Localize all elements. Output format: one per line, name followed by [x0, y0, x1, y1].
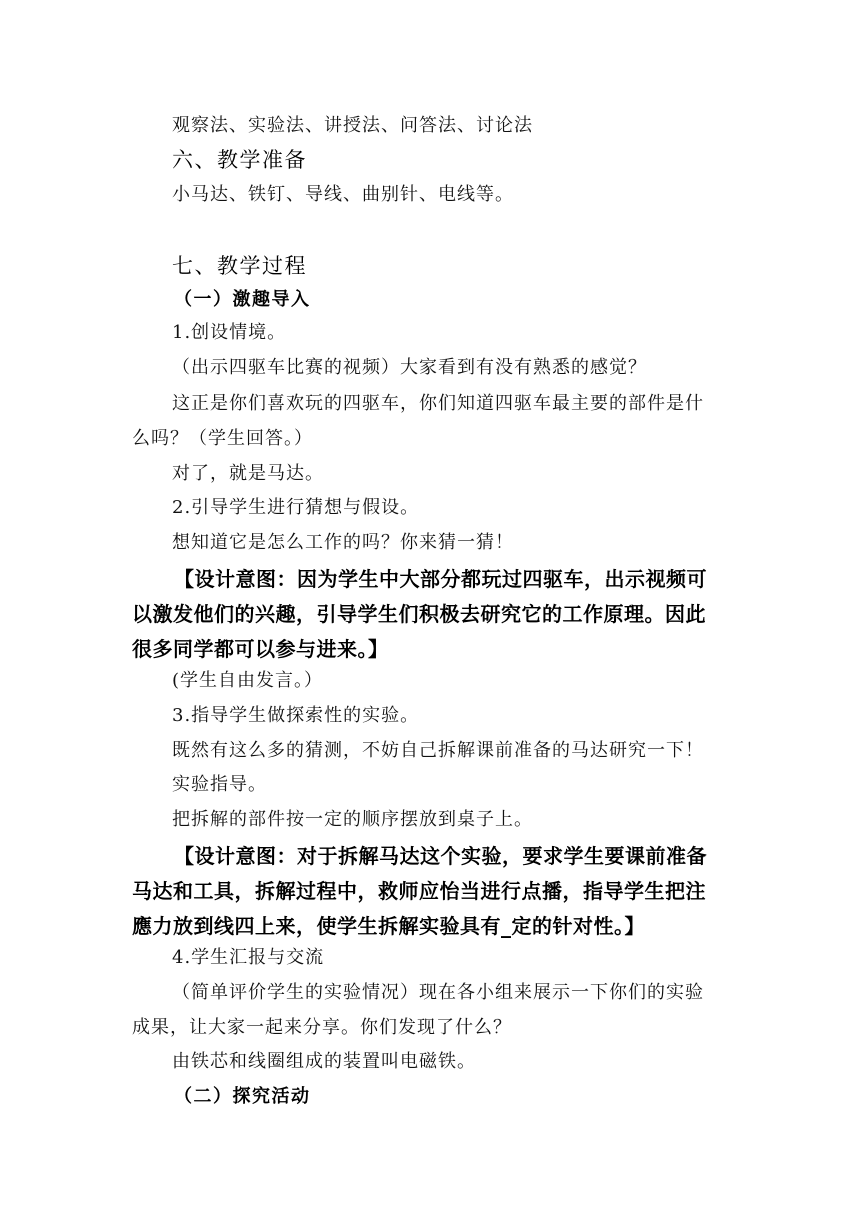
- section-6-text: 小马达、铁钉、导线、曲别针、电线等。: [172, 184, 514, 205]
- section-7-heading: 七、教学过程: [172, 254, 307, 278]
- paragraph-6: 既然有这么多的猜测，不妨自己拆解课前准备的马达研究一下！: [172, 740, 704, 761]
- teaching-methods-text: 观察法、实验法、讲授法、问答法、讨论法: [172, 115, 533, 136]
- design-intent-1-line-1: 【设计意图：因为学生中大部分都玩过四驱车，出示视频可: [174, 567, 707, 591]
- design-intent-1-line-2: 以激发他们的兴趣，引导学生们积极去研究它的工作原理。因此: [132, 602, 706, 626]
- design-intent-1-line-3: 很多同学都可以参与进来。】: [132, 637, 389, 661]
- section-6-heading: 六、教学准备: [172, 148, 307, 172]
- part-1-heading: （一）激趣导入: [174, 289, 311, 310]
- paragraph-4: 想知道它是怎么工作的吗？你来猜一猜！: [172, 532, 514, 553]
- step-1-text: 1.创设情境。: [172, 322, 287, 343]
- design-intent-2-line-3: 應力放到线四上来，使学生拆解实验具有_定的针对性。】: [132, 914, 645, 938]
- paragraph-3: 对了，就是马达。: [172, 463, 324, 484]
- paragraph-2-line-2: 么吗？（学生回答。）: [132, 428, 313, 449]
- step-2-text: 2.引导学生进行猜想与假设。: [172, 497, 420, 518]
- paragraph-2-line-1: 这正是你们喜欢玩的四驱车，你们知道四驱车最主要的部件是什: [172, 393, 704, 414]
- paragraph-9-line-1: （简单评价学生的实验情况）现在各小组来展示一下你们的实验: [172, 982, 704, 1003]
- step-3-text: 3.指导学生做探索性的实验。: [172, 705, 420, 726]
- part-2-heading: （二）探究活动: [174, 1086, 311, 1107]
- paragraph-9-line-2: 成果，让大家一起来分享。你们发现了什么？: [132, 1017, 512, 1038]
- paragraph-5: (学生自由发言。）: [172, 670, 324, 691]
- paragraph-1: （出示四驱车比赛的视频）大家看到有没有熟悉的感觉？: [172, 357, 647, 378]
- paragraph-8: 把拆解的部件按一定的顺序摆放到桌子上。: [172, 809, 533, 830]
- design-intent-2-line-1: 【设计意图：对于拆解马达这个实验，要求学生要课前准备: [174, 844, 707, 868]
- paragraph-10: 由铁芯和线圈组成的装置叫电磁铁。: [172, 1051, 476, 1072]
- design-intent-2-line-2: 马达和工具，拆解过程中，救师应怡当进行点播，指导学生把注: [132, 879, 706, 903]
- step-4-text: 4.学生汇报与交流: [172, 947, 325, 968]
- paragraph-7: 实验指导。: [172, 774, 267, 795]
